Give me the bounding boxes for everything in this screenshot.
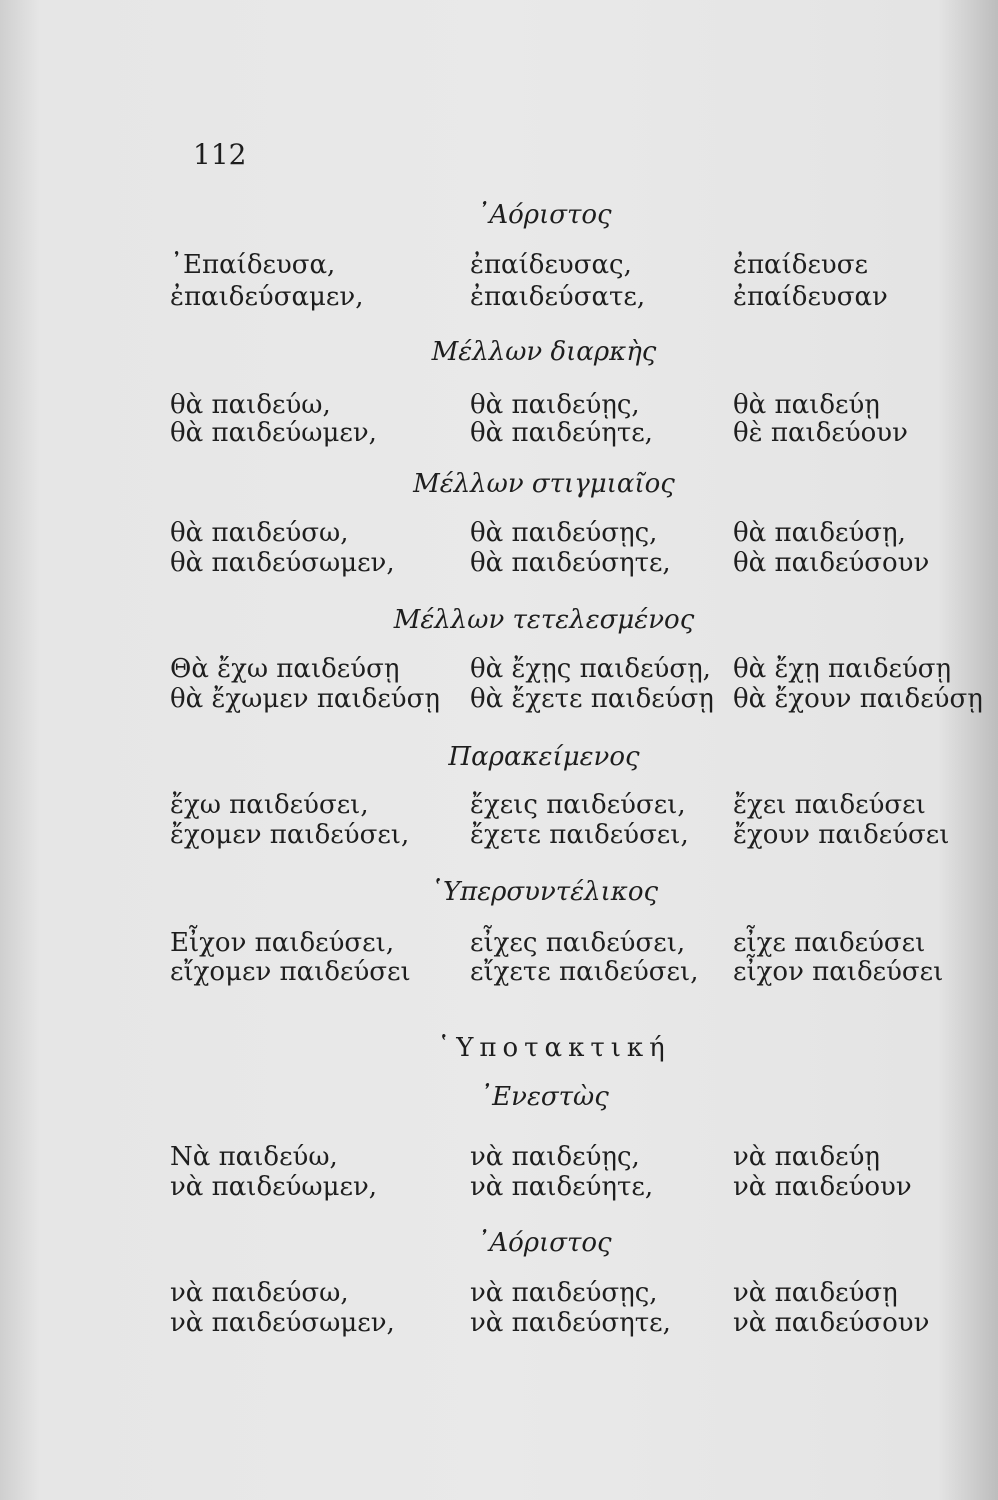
third-person-form: εἶχον παιδεύσει xyxy=(733,957,944,987)
second-person-form: εἶχες παιδεύσει, xyxy=(470,928,686,958)
first-person-form: νὰ παιδεύσω, xyxy=(170,1278,349,1308)
third-person-form: θὰ παιδεύσουν xyxy=(733,548,930,578)
first-person-form: ἐπαιδεύσαμεν, xyxy=(170,282,364,312)
first-person-form: θὰ ἔχωμεν παιδεύσῃ xyxy=(170,684,440,714)
conjugation-row xyxy=(0,282,998,316)
first-person-form: θὰ παιδεύωμεν, xyxy=(170,418,377,448)
first-person-form: Θὰ ἔχω παιδεύσῃ xyxy=(170,654,400,684)
conjugation-row xyxy=(0,418,998,452)
third-person-form: ἐπαίδευσε xyxy=(733,250,868,280)
conjugation-row xyxy=(0,250,998,284)
mood-heading-subjunctive: ῾Υποτακτική xyxy=(437,1033,671,1063)
second-person-form: θὰ παιδεύσητε, xyxy=(470,548,671,578)
section-heading-present: ᾿Ενεστὼς xyxy=(479,1082,609,1112)
conjugation-row xyxy=(0,957,998,991)
section-heading-future-continuous: Μέλλων διαρκὴς xyxy=(431,337,657,367)
first-person-form: θὰ παιδεύω, xyxy=(170,390,331,420)
second-person-form: θὰ ἔχῃς παιδεύσῃ, xyxy=(470,654,711,684)
second-person-form: θὰ παιδεύῃς, xyxy=(470,390,640,420)
second-person-form: εἴχετε παιδεύσει, xyxy=(470,957,699,987)
first-person-form: θὰ παιδεύσω, xyxy=(170,518,349,548)
conjugation-row xyxy=(0,684,998,718)
section-heading-future-perfect: Μέλλων τετελεσμένος xyxy=(393,605,695,635)
third-person-form: εἶχε παιδεύσει xyxy=(733,928,926,958)
conjugation-row xyxy=(0,1172,998,1206)
first-person-form: νὰ παιδεύσωμεν, xyxy=(170,1308,395,1338)
first-person-form: ἔχω παιδεύσει, xyxy=(170,790,369,820)
second-person-form: νὰ παιδεύσητε, xyxy=(470,1308,671,1338)
conjugation-row xyxy=(0,654,998,688)
page-number: 112 xyxy=(193,138,247,171)
section-heading-perfect: Παρακείμενος xyxy=(448,742,640,772)
first-person-form: Εἶχον παιδεύσει, xyxy=(170,928,395,958)
conjugation-row xyxy=(0,518,998,552)
conjugation-row xyxy=(0,1142,998,1176)
third-person-form: θὲ παιδεύουν xyxy=(733,418,908,448)
second-person-form: ἐπαιδεύσατε, xyxy=(470,282,646,312)
conjugation-row xyxy=(0,790,998,824)
third-person-form: θὰ ἔχουν παιδεύσῃ xyxy=(733,684,983,714)
second-person-form: νὰ παιδεύητε, xyxy=(470,1172,654,1202)
second-person-form: νὰ παιδεύῃς, xyxy=(470,1142,640,1172)
first-person-form: Νὰ παιδεύω, xyxy=(170,1142,338,1172)
third-person-form: νὰ παιδεύσῃ xyxy=(733,1278,898,1308)
third-person-form: ἔχει παιδεύσει xyxy=(733,790,926,820)
first-person-form: ἔχομεν παιδεύσει, xyxy=(170,820,410,850)
conjugation-row xyxy=(0,548,998,582)
third-person-form: νὰ παιδεύῃ xyxy=(733,1142,880,1172)
third-person-form: θὰ ἔχῃ παιδεύσῃ xyxy=(733,654,952,684)
first-person-form: νὰ παιδεύωμεν, xyxy=(170,1172,378,1202)
second-person-form: θὰ ἔχετε παιδεύσῃ xyxy=(470,684,714,714)
second-person-form: θὰ παιδεύσῃς, xyxy=(470,518,658,548)
section-heading-future-simple: Μέλλων στιγμιαῖος xyxy=(413,469,675,499)
second-person-form: ἐπαίδευσας, xyxy=(470,250,632,280)
third-person-form: θὰ παιδεύσῃ, xyxy=(733,518,906,548)
second-person-form: θὰ παιδεύητε, xyxy=(470,418,653,448)
third-person-form: νὰ παιδεύουν xyxy=(733,1172,912,1202)
conjugation-row xyxy=(0,1278,998,1312)
first-person-form: εἴχομεν παιδεύσει xyxy=(170,957,411,987)
section-heading-subjunctive-aorist: ᾿Αόριστος xyxy=(476,1228,612,1258)
first-person-form: ᾿Επαίδευσα, xyxy=(170,250,336,280)
conjugation-row xyxy=(0,820,998,854)
first-person-form: θὰ παιδεύσωμεν, xyxy=(170,548,395,578)
section-heading-aorist: ᾿Αόριστος xyxy=(476,200,612,230)
section-heading-pluperfect: ῾Υπερσυντέλικος xyxy=(429,877,659,907)
second-person-form: ἔχεις παιδεύσει, xyxy=(470,790,686,820)
third-person-form: ἐπαίδευσαν xyxy=(733,282,888,312)
third-person-form: ἔχουν παιδεύσει xyxy=(733,820,950,850)
third-person-form: θὰ παιδεύῃ xyxy=(733,390,880,420)
second-person-form: ἔχετε παιδεύσει, xyxy=(470,820,689,850)
third-person-form: νὰ παιδεύσουν xyxy=(733,1308,930,1338)
second-person-form: νὰ παιδεύσῃς, xyxy=(470,1278,658,1308)
conjugation-row xyxy=(0,1308,998,1342)
